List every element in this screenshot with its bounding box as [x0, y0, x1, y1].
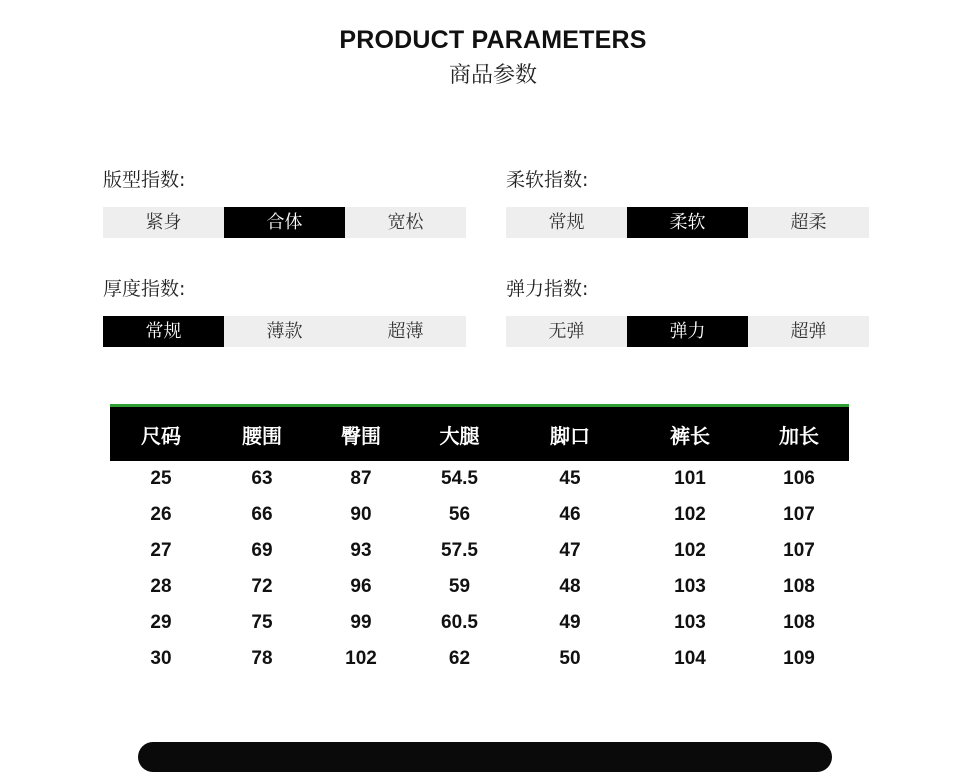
table-cell: 102	[345, 648, 377, 669]
column-header-waist: 腰围	[212, 406, 312, 462]
fit-index-label: 版型指数:	[103, 169, 186, 191]
softness-option-normal: 常规	[506, 207, 627, 238]
table-cell: 48	[559, 576, 581, 597]
table-cell: 62	[448, 648, 471, 669]
table-cell: 109	[783, 648, 815, 669]
table-cell: 101	[674, 468, 706, 489]
softness-option-soft: 柔软	[627, 207, 748, 238]
page-subtitle: 商品参数	[448, 63, 537, 88]
elasticity-index	[506, 276, 876, 347]
elasticity-index-scale	[506, 316, 876, 347]
table-cell: 107	[783, 504, 815, 525]
table-cell: 46	[559, 504, 581, 525]
table-row	[110, 461, 849, 497]
thickness-option-thin: 薄款	[224, 316, 345, 347]
table-cell: 72	[251, 576, 273, 597]
column-header-thigh: 大腿	[410, 406, 509, 462]
column-header-length: 裤长	[631, 406, 749, 462]
column-header-hip: 臀围	[312, 406, 410, 462]
table-cell: 99	[350, 612, 372, 633]
table-cell: 102	[674, 504, 706, 525]
table-cell: 66	[251, 504, 273, 525]
page-title: PRODUCT PARAMETERS	[339, 26, 647, 54]
table-row	[110, 497, 849, 533]
column-header-size: 尺码	[110, 406, 212, 462]
fit-option-regular: 合体	[224, 207, 345, 238]
softness-index-scale	[506, 207, 876, 238]
elasticity-option-none: 无弹	[506, 316, 627, 347]
table-cell: 87	[350, 468, 372, 489]
table-cell: 27	[150, 540, 172, 561]
column-header-hem: 脚口	[509, 406, 631, 462]
table-cell: 60.5	[441, 612, 478, 633]
softness-index	[506, 167, 876, 238]
table-cell: 30	[150, 648, 172, 669]
table-cell: 103	[674, 612, 706, 633]
table-cell: 59	[448, 576, 471, 597]
fit-index-scale	[103, 207, 473, 238]
thickness-index-label: 厚度指数:	[103, 278, 186, 300]
table-cell: 108	[783, 576, 815, 597]
fit-option-loose: 宽松	[345, 207, 466, 238]
softness-option-extra-soft: 超柔	[748, 207, 869, 238]
section-divider-bar	[138, 742, 832, 772]
table-cell: 50	[559, 648, 581, 669]
table-cell: 25	[150, 468, 172, 489]
table-cell: 54.5	[441, 468, 478, 489]
table-cell: 45	[559, 468, 581, 489]
table-cell: 28	[150, 576, 172, 597]
table-cell: 104	[674, 648, 706, 669]
table-cell: 47	[559, 540, 581, 561]
fit-index	[103, 167, 473, 238]
size-table-header	[110, 406, 849, 462]
table-cell: 49	[559, 612, 581, 633]
table-cell: 102	[674, 540, 706, 561]
table-row	[110, 569, 849, 605]
table-row	[110, 605, 849, 641]
table-cell: 56	[448, 504, 471, 525]
table-cell: 93	[350, 540, 372, 561]
table-cell: 90	[350, 504, 372, 525]
table-cell: 96	[350, 576, 372, 597]
table-cell: 78	[251, 648, 273, 669]
size-table	[110, 404, 849, 677]
table-row	[110, 641, 849, 677]
thickness-option-extra-thin: 超薄	[345, 316, 466, 347]
fit-option-tight: 紧身	[103, 207, 224, 238]
table-cell: 29	[150, 612, 172, 633]
table-cell: 107	[783, 540, 815, 561]
elasticity-index-label: 弹力指数:	[506, 278, 589, 300]
thickness-option-normal: 常规	[103, 316, 224, 347]
elasticity-option-super-stretch: 超弹	[748, 316, 869, 347]
table-cell: 63	[251, 468, 273, 489]
table-cell: 26	[150, 504, 172, 525]
column-header-extended-length: 加长	[749, 406, 849, 462]
thickness-index-scale	[103, 316, 473, 347]
elasticity-option-stretch: 弹力	[627, 316, 748, 347]
table-row	[110, 533, 849, 569]
table-cell: 69	[251, 540, 273, 561]
table-cell: 75	[251, 612, 273, 633]
table-cell: 57.5	[441, 540, 478, 561]
table-cell: 103	[674, 576, 706, 597]
table-cell: 108	[783, 612, 815, 633]
softness-index-label: 柔软指数:	[506, 169, 589, 191]
table-cell: 106	[783, 468, 815, 489]
thickness-index	[103, 276, 473, 347]
